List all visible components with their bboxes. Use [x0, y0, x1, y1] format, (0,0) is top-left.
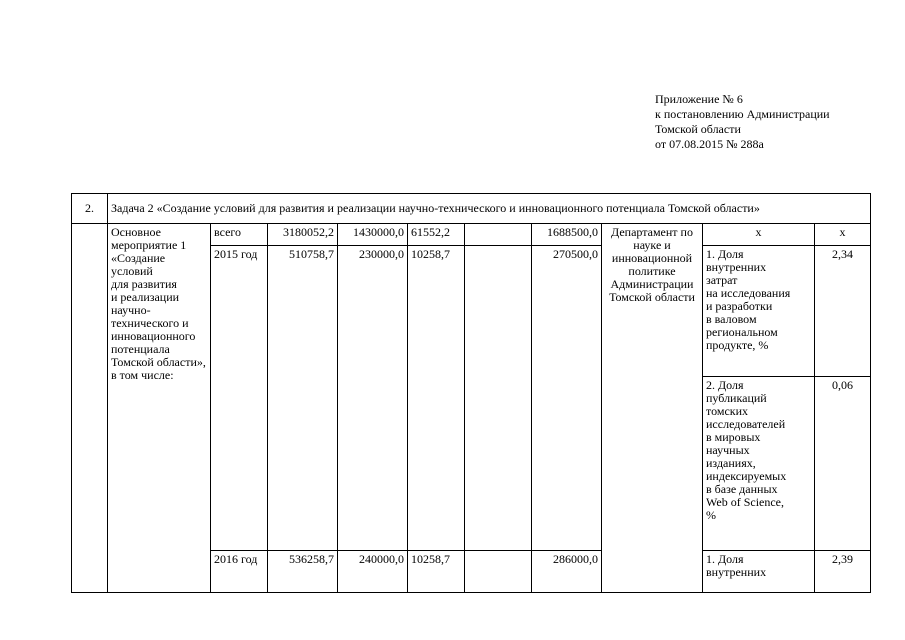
- task-row: [72, 194, 871, 224]
- program-table: [71, 193, 871, 593]
- total-cell: 536258,7: [268, 551, 338, 593]
- indicator-value-cell: х: [815, 224, 871, 246]
- local-cell: [465, 551, 532, 593]
- local-cell: [465, 224, 532, 246]
- indicator-value-cell: 0,06: [815, 377, 871, 551]
- task-title: Задача 2 «Создание условий для развития и реализации научно-технического и инновационного потенциала Томской области»: [108, 194, 871, 224]
- empty-number-cell: [72, 224, 108, 593]
- appendix-line-4: от 07.08.2015 № 288а: [655, 137, 764, 151]
- appendix-line-2: к постановлению Администрации: [655, 107, 830, 121]
- regional-cell: 10258,7: [408, 551, 465, 593]
- indicator-cell: х: [703, 224, 815, 246]
- total-cell: 3180052,2: [268, 224, 338, 246]
- local-cell: [465, 246, 532, 551]
- table-row-total: [72, 224, 871, 246]
- federal-cell: 230000,0: [338, 246, 408, 551]
- regional-cell: 10258,7: [408, 246, 465, 551]
- task-number: 2.: [72, 194, 108, 224]
- federal-cell: 1430000,0: [338, 224, 408, 246]
- indicator-cell: 1. Доля внутренних: [703, 551, 815, 593]
- indicator-cell: 2. Доля публикаций томских исследователей в мировых научных изданиях, индексируемых в базе данных Web of Science, %: [703, 377, 815, 551]
- appendix-line-1: Приложение № 6: [655, 92, 743, 106]
- activity-name: Основное мероприятие 1 «Создание условий для развития и реализации научно-технического и инновационного потенциала Томской области», в том числе:: [108, 224, 211, 593]
- appendix-line-3: Томской области: [655, 122, 741, 136]
- other-cell: 1688500,0: [532, 224, 602, 246]
- period-cell: 2016 год: [211, 551, 268, 593]
- regional-cell: 61552,2: [408, 224, 465, 246]
- appendix-header: [655, 92, 830, 152]
- period-cell: 2015 год: [211, 246, 268, 551]
- indicator-value-cell: 2,39: [815, 551, 871, 593]
- indicator-cell: 1. Доля внутренних затрат на исследования и разработки в валовом региональном продукте, %: [703, 246, 815, 377]
- executor-cell: Департамент по науке и инновационной политике Администрации Томской области: [602, 224, 703, 593]
- indicator-value-cell: 2,34: [815, 246, 871, 377]
- other-cell: 270500,0: [532, 246, 602, 551]
- federal-cell: 240000,0: [338, 551, 408, 593]
- period-cell: всего: [211, 224, 268, 246]
- other-cell: 286000,0: [532, 551, 602, 593]
- total-cell: 510758,7: [268, 246, 338, 551]
